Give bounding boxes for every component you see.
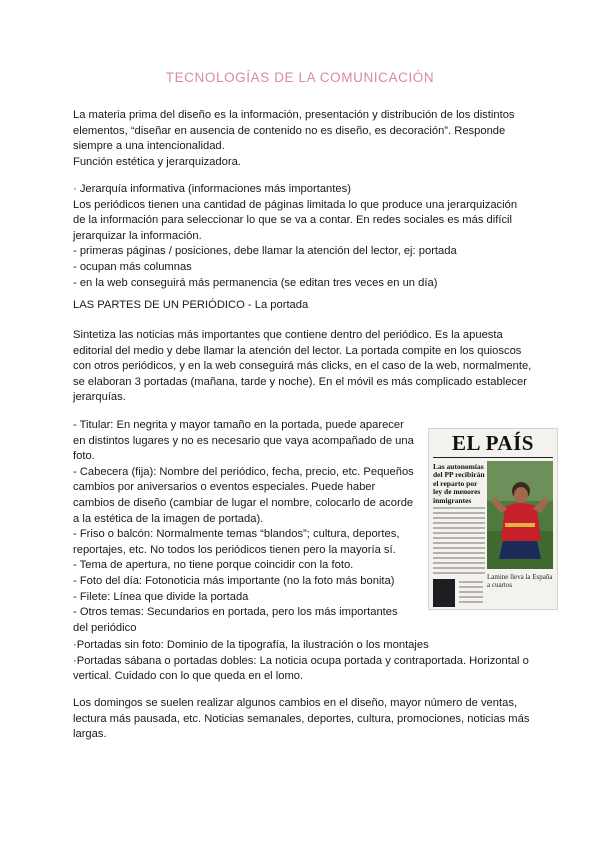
newspaper-cover-image (428, 428, 558, 610)
list-item: - Tema de apertura, no tiene porque coincidir con la foto. (73, 559, 354, 572)
intro-paragraph (73, 108, 533, 170)
text-line: Función estética y jerarquizadora. (73, 155, 241, 168)
list-item: cambios por aniversarios o eventos especiales. Puede haber (73, 481, 376, 494)
portada-intro-paragraph (73, 328, 533, 406)
text-line: Sintetiza las noticias más importantes que contiene dentro del periódico. Es la apuesta (73, 329, 503, 341)
list-item: - Titular: En negrita y mayor tamaño en la portada, puede aparecer (73, 419, 404, 431)
list-item: ·Portadas sin foto: Dominio de la tipografía, la ilustración o los montajes (73, 639, 429, 651)
text-line: de la información para seleccionar lo que se va a contar. En redes sociales es más difícil (73, 214, 513, 227)
section-heading: LAS PARTES DE UN PERIÓDICO - La portada (73, 299, 309, 311)
football-player-photo (487, 461, 553, 569)
page-title: TECNOLOGÍAS DE LA COMUNICACIÓN (165, 70, 435, 85)
list-item: foto. (73, 450, 95, 463)
list-item: - Otros temas: Secundarios en portada, pero los más importantes (73, 606, 398, 619)
newspaper-masthead: EL PAÍS (452, 431, 534, 455)
list-item: ·Portadas sábana o portadas dobles: La noticia ocupa portada y contraportada. Horizontal o (73, 654, 529, 667)
photo-caption: Lamine lleva la España a cuartos (487, 573, 553, 589)
list-item: en distintos lugares y no es necesario que vaya acompañado de una (73, 434, 414, 447)
text-columns (433, 507, 485, 577)
text-line: jerarquías. (73, 391, 126, 404)
list-item: - Filete: Línea que divide la portada (73, 590, 249, 603)
list-item: - primeras páginas / posiciones, debe llamar la atención del lector, ej: portada (73, 245, 457, 258)
list-item: vertical. Cuidado con lo que queda en el lomo. (73, 670, 304, 683)
secondary-photo (433, 579, 455, 607)
text-line: lectura más pausada, etc. Noticias semanales, deportes, cultura, promociones, noticias más (73, 712, 530, 725)
list-item: - Cabecera (fija): Nombre del periódico, fecha, precio, etc. Pequeños (73, 465, 414, 478)
list-item: - en la web conseguirá más permanencia (se editan tres veces en un día) (73, 276, 438, 289)
list-item: a la estética de la imagen de portada). (73, 512, 264, 525)
list-item: - ocupan más columnas (73, 260, 192, 273)
text-line: largas. (73, 728, 107, 741)
list-item: cambios de diseño (cambiar de lugar el nombre, colocarlo de acorde (73, 496, 414, 509)
domingos-paragraph (73, 696, 533, 743)
list-item: del periódico (73, 621, 137, 634)
text-line: elementos, “diseñar en ausencia de contenido no es diseño, es decoración”. Responde (73, 124, 506, 137)
text-line: siempre a una intencionalidad. (73, 140, 225, 153)
list-item: - Foto del día: Fotonoticia más importante (no la foto más bonita) (73, 574, 395, 587)
text-line: Los periódicos tienen una cantidad de páginas limitada lo que produce una jerarquización (73, 198, 518, 211)
text-line: Los domingos se suelen realizar algunos cambios en el diseño, mayor número de ventas, (73, 697, 518, 709)
text-line: editorial del medio y debe llamar la atención del lector. La portada compite en los quioscos (73, 344, 522, 357)
text-line: La materia prima del diseño es la información, presentación y distribución de los distintos (73, 109, 515, 121)
jerarquia-section (73, 182, 533, 291)
portadas-list (73, 638, 533, 685)
list-item: - Friso o balcón: Normalmente temas “blandos”; cultura, deportes, (73, 528, 400, 541)
masthead-rule (433, 457, 553, 458)
text-line: · Jerarquía informativa (informaciones más importantes) (73, 183, 351, 195)
newspaper-headline: Las autonomías del PP recibirán el reparto por ley de menores inmigrantes (433, 462, 485, 505)
text-columns (459, 581, 483, 606)
text-line: se elaboran 3 portadas (mañana, tarde y noche). En el móvil es más complicado establecer (73, 375, 527, 388)
partes-list (73, 418, 418, 636)
text-line: jerarquizar la información. (73, 229, 202, 242)
list-item: reportajes, etc. No todos los periódicos tienen pero la mayoría sí. (73, 543, 396, 556)
text-line: con otros periódicos, y en la web conseguirá más clicks, en el caso de la web, normalmente, (73, 360, 532, 373)
